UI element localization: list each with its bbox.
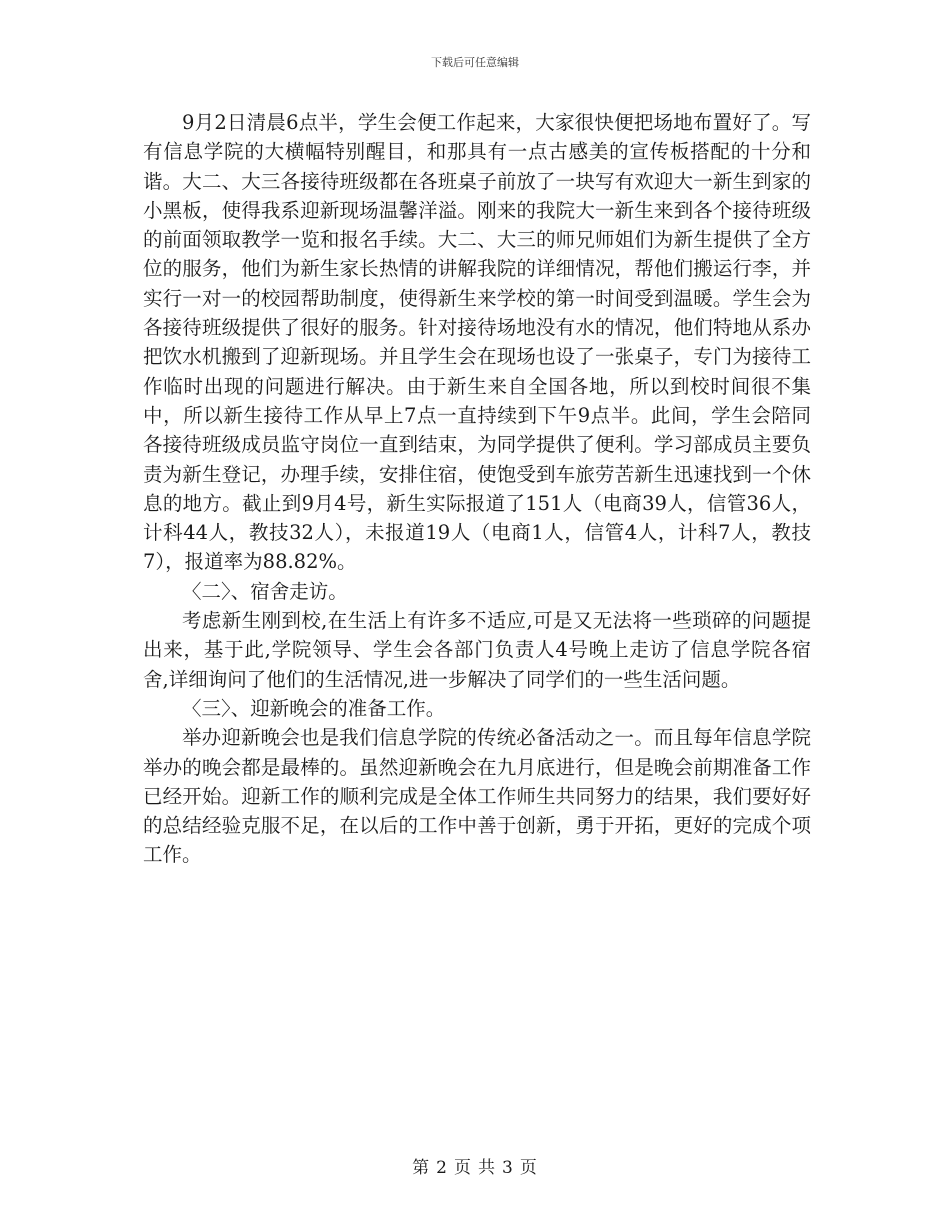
paragraph-reception: 9月2日清晨6点半，学生会便工作起来，大家很快便把场地布置好了。写有信息学院的大横幅特别醒目，和那具有一点古感美的宣传板搭配的十分和谐。大二、大三各接待班级都在各班桌子前放了一块写有欢迎大一新生到家的小黑板，使得我系迎新现场温馨洋溢。刚来的我院大一新生来到各个接待班级的前面领取教学一览和报名手续。大二、大三的师兄师姐们为新生提供了全方位的服务，他们为新生家长热情的讲解我院的详细情况，帮他们搬运行李，并实行一对一的校园帮助制度，使得新生来学校的第一时间受到温暖。学生会为各接待班级提供了很好的服务。针对接待场地没有水的情况，他们特地从系办把饮水机搬到了迎新现场。并且学生会在现场也设了一张桌子，专门为接待工作临时出现的问题进行解决。由于新生来自全国各地，所以到校时间很不集中，所以新生接待工作从早上7点一直持续到下午9点半。此间，学生会陪同各接待班级成员监守岗位一直到结束，为同学提供了便利。学习部成员主要负责为新生登记，办理手续，安排住宿，使饱受到车旅劳苦新生迅速找到一个休息的地方。截止到9月4号，新生实际报道了151人（电商39人，信管36人，计科44人，教技32人），未报道19人（电商1人，信管4人，计科7人，教技7），报道率为88.82%。 xyxy=(143,111,811,574)
footer-label-page: 第 xyxy=(412,1158,431,1178)
document-body xyxy=(143,108,811,870)
section-heading-dorm-visit: 〈二〉、宿舍走访。 xyxy=(182,579,348,603)
footer-label-total-unit: 页 xyxy=(519,1158,538,1178)
footer-label-page-unit: 页 xyxy=(454,1158,472,1178)
paragraph-dorm-visit: 考虑新生刚到校,在生活上有许多不适应,可是又无法将一些琐碎的问题提出来，基于此,学院领导、学生会各部门负责人4号晚上走访了信息学院各宿舍,详细询问了他们的生活情况,进一步解决了同学们的一些生活问题。 xyxy=(143,609,811,691)
footer-current-page: 2 xyxy=(436,1158,448,1178)
footer-total-pages: 3 xyxy=(502,1158,514,1178)
footer-label-total: 共 xyxy=(478,1158,496,1178)
page-footer xyxy=(0,1153,950,1178)
page-header: 下载后可任意编辑 xyxy=(431,56,519,69)
section-heading-welcome-party: 〈三〉、迎新晚会的准备工作。 xyxy=(182,696,446,720)
paragraph-welcome-party: 举办迎新晚会也是我们信息学院的传统必备活动之一。而且每年信息学院举办的晚会都是最棒的。虽然迎新晚会在九月底进行，但是晚会前期准备工作已经开始。迎新工作的顺利完成是全体工作师生共同努力的结果，我们要好好的总结经验克服不足，在以后的工作中善于创新，勇于开拓，更好的完成个项工作。 xyxy=(143,726,811,867)
